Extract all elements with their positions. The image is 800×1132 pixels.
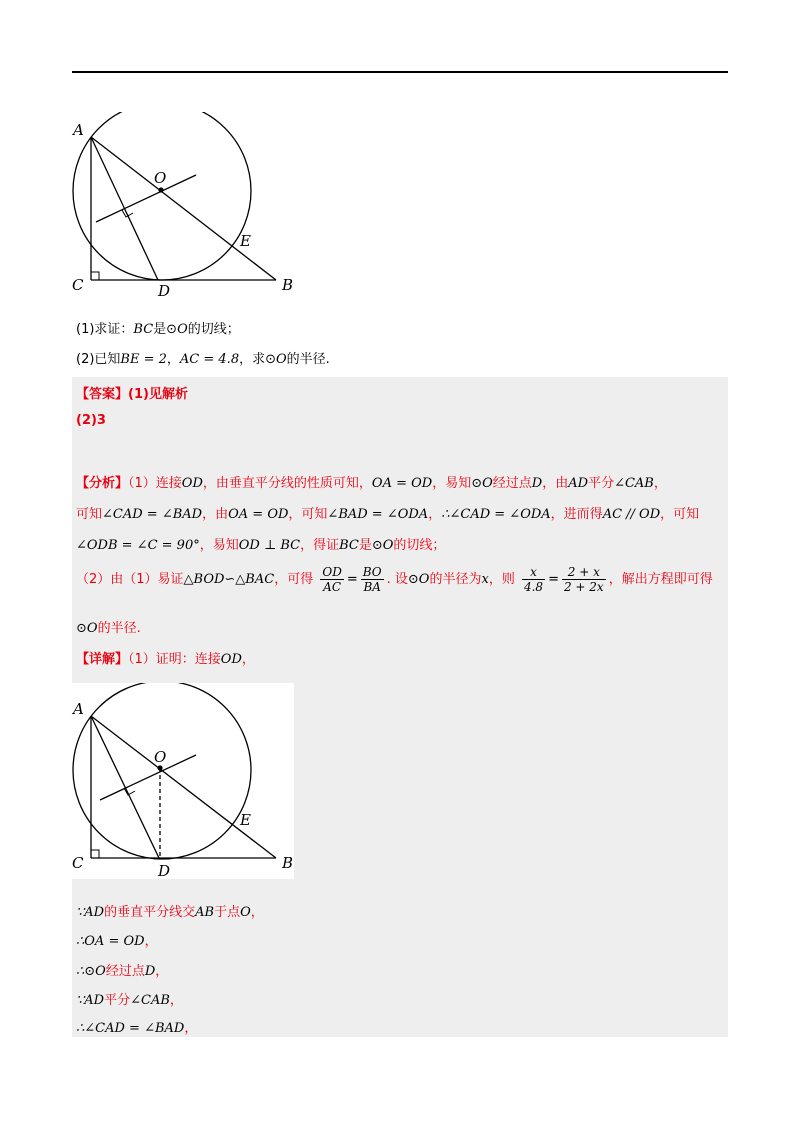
segment-ab <box>91 137 276 280</box>
detail-step-1: ∵AD的垂直平分线交AB于点O， <box>76 905 264 920</box>
fraction-bo-ba: $\frac{BO}{BA}$ <box>362 565 382 594</box>
analysis-line-1: 【分析】（1）连接OD，由垂直平分线的性质可知，OA = OD，易知⊙O经过点D，由AD平分∠CAB， <box>76 476 667 491</box>
perpendicular-bisector <box>96 175 196 222</box>
detail-step-3: ∴⊙O经过点D， <box>76 964 169 979</box>
label-o: O <box>154 748 167 766</box>
circle-o <box>73 112 251 280</box>
fraction-2x: $\frac{2 + x}{2 + 2x}$ <box>563 565 604 594</box>
center-point-o <box>158 187 163 192</box>
label-d: D <box>158 282 171 300</box>
segment-ad <box>91 716 159 858</box>
right-angle-mark-c <box>91 850 99 858</box>
analysis-line-4: （2）由（1）易证△BOD∽△BAC，可得 $\frac{OD}{AC}$ = $\frac{BO}{BA}$ . 设⊙O的半径为x，则 $\frac{x}{4.8}$ = $\frac{2 + x}{2 + 2x}$ ，解出方程即可得 <box>76 565 713 594</box>
label-b: B <box>282 854 294 872</box>
label-c: C <box>72 276 84 294</box>
geometry-figure-1 <box>70 112 310 302</box>
fraction-od-ac: $\frac{OD}{AC}$ <box>322 565 342 594</box>
perpendicular-bisector <box>100 755 196 800</box>
label-a: A <box>73 700 84 718</box>
right-angle-mark-c <box>91 272 99 280</box>
label-b: B <box>282 276 294 294</box>
detail-step-4: ∵AD平分∠CAB， <box>76 993 183 1008</box>
detail-step-5: ∴∠CAD = ∠BAD， <box>76 1021 198 1036</box>
answer-line-1: 【答案】(1)见解析 <box>76 387 188 402</box>
label-a: A <box>73 121 84 139</box>
label-d: D <box>158 862 171 879</box>
detail-intro: 【详解】（1）证明：连接OD， <box>76 652 255 667</box>
analysis-line-5: ⊙O的半径. <box>76 621 141 636</box>
segment-ab <box>91 716 276 858</box>
label-o: O <box>154 169 167 187</box>
answer-line-2: (2)3 <box>76 413 106 428</box>
geometry-figure-2 <box>70 683 310 879</box>
question-2: (2)已知BE = 2，AC = 4.8，求⊙O的半径. <box>76 352 330 367</box>
analysis-line-2: 可知∠CAD = ∠BAD，由OA = OD，可知∠BAD = ∠ODA，∴∠CAD = ∠ODA，进而得AC // OD，可知 <box>76 507 700 522</box>
question-1: (1)求证：BC是⊙O的切线； <box>76 322 240 337</box>
fraction-x-4-8: $\frac{x}{4.8}$ <box>523 565 544 594</box>
analysis-line-3: ∠ODB = ∠C = 90°，易知OD ⊥ BC，得证BC是⊙O的切线； <box>76 538 446 553</box>
detail-step-2: ∴OA = OD， <box>76 934 158 949</box>
header-rule <box>72 71 728 73</box>
label-c: C <box>72 854 84 872</box>
label-e: E <box>240 232 251 250</box>
label-e: E <box>240 811 251 829</box>
center-point-o <box>157 765 162 770</box>
